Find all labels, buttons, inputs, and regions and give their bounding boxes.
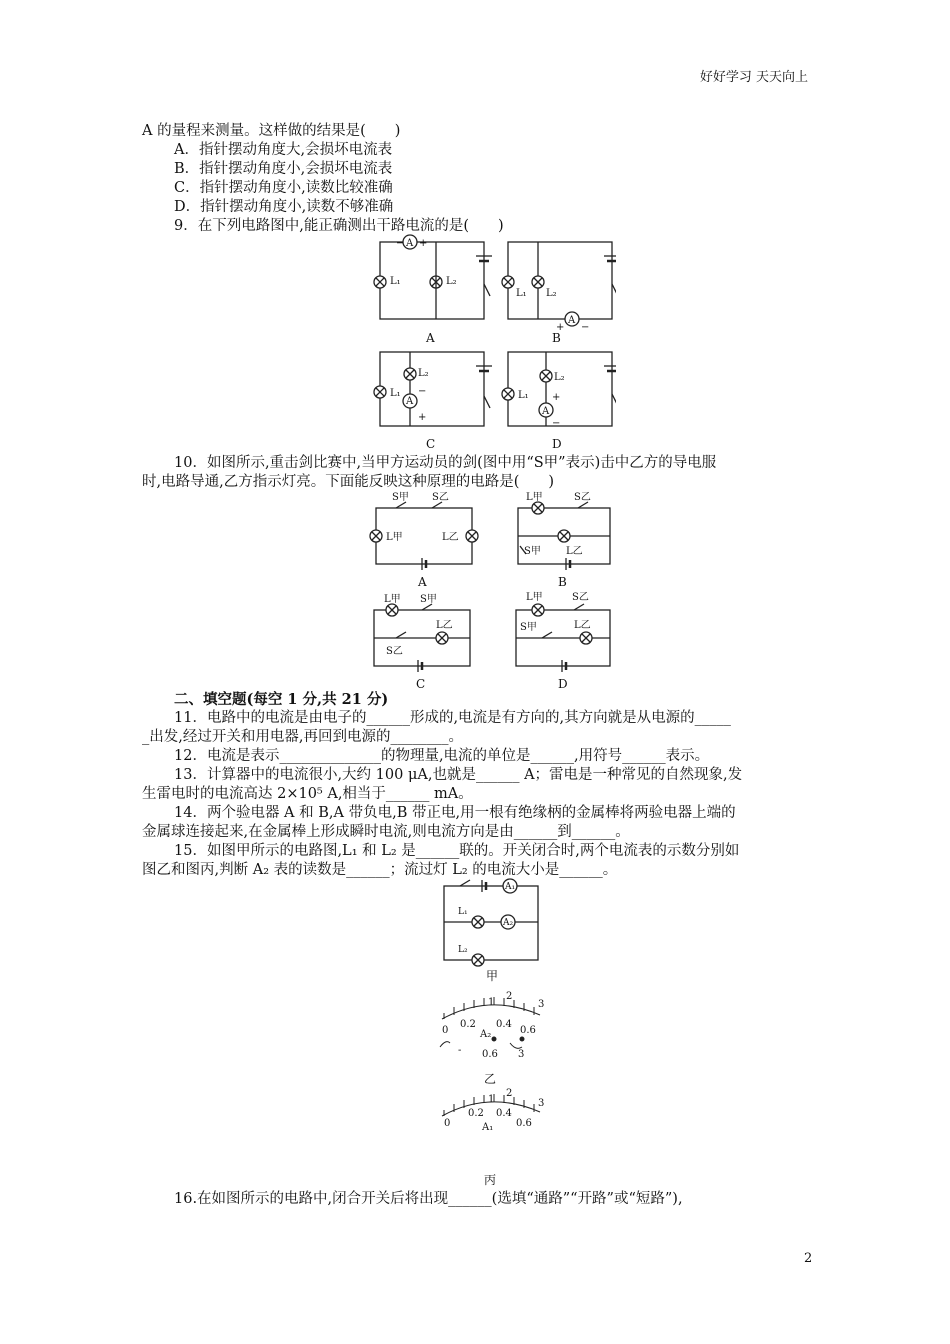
svg-text:L甲: L甲 (384, 594, 401, 605)
svg-text:0.4: 0.4 (496, 1019, 512, 1030)
q15-ammeter-dial-yi (432, 985, 552, 1085)
svg-text:甲: 甲 (486, 969, 499, 983)
svg-text:L₁: L₁ (458, 907, 468, 917)
q11-line2: _出发,经过开关和用电器,再回到电源的________。 (142, 729, 463, 745)
q8-option-d: D．指针摆动角度小,读数不够准确 (174, 199, 394, 215)
svg-text:A₁: A₁ (482, 1122, 494, 1133)
svg-text:S乙: S乙 (386, 646, 403, 657)
svg-text:A: A (406, 396, 414, 407)
q13-line1: 13．计算器中的电流很小,大约 100 μA,也就是______ A；雷电是一种常见的自然现象,发 (174, 767, 743, 783)
svg-text:S甲: S甲 (420, 594, 437, 605)
svg-text:0: 0 (444, 1118, 451, 1129)
svg-text:L₂: L₂ (446, 276, 457, 287)
svg-text:0.6: 0.6 (482, 1049, 498, 1060)
svg-text:0.2: 0.2 (460, 1019, 476, 1030)
svg-text:L₂: L₂ (554, 372, 565, 383)
q10-caption-a: A (418, 575, 427, 589)
svg-text:−: − (581, 322, 590, 333)
svg-text:L甲: L甲 (526, 492, 543, 503)
svg-text:0.4: 0.4 (496, 1108, 512, 1119)
page-header: 好好学习 天天向上 (699, 70, 808, 85)
svg-text:丙: 丙 (484, 1173, 497, 1186)
svg-text:S甲: S甲 (524, 546, 541, 557)
q10-circuit-figure (366, 488, 616, 690)
svg-text:L乙: L乙 (442, 532, 459, 543)
q10-caption-d: D (558, 677, 568, 690)
svg-text:L₁: L₁ (390, 276, 401, 287)
svg-text:L₂: L₂ (418, 368, 429, 379)
q10-caption-c: C (416, 677, 426, 690)
q16-line1: 16.在如图所示的电路中,闭合开关后将出现______(选填“通路”“开路”或“短路”), (174, 1191, 683, 1207)
svg-text:A: A (568, 315, 576, 326)
q9-stem: 9．在下列电路图中,能正确测出干路电流的是( ) (174, 218, 504, 234)
svg-text:乙: 乙 (484, 1072, 497, 1085)
q8-option-b: B．指针摆动角度小,会损坏电流表 (174, 161, 393, 177)
q9-caption-d: D (552, 437, 562, 451)
svg-text:+: + (419, 238, 428, 249)
svg-text:L₂: L₂ (458, 945, 468, 955)
svg-text:L₁: L₁ (390, 388, 401, 399)
svg-text:L₂: L₂ (546, 288, 557, 299)
svg-text:L乙: L乙 (436, 620, 453, 631)
svg-text:0.6: 0.6 (520, 1025, 536, 1036)
q10-caption-b: B (558, 575, 567, 589)
q11-line1: 11．电路中的电流是由电子的______形成的,电流是有方向的,其方向就是从电源的_____ (174, 710, 731, 726)
svg-text:3: 3 (538, 999, 545, 1010)
q8-stem-tail: A 的量程来测量。这样做的结果是( ) (142, 123, 401, 139)
q15-ammeter-dial-bing (432, 1086, 552, 1186)
q10-stem-line2: 时,电路导通,乙方指示灯亮。下面能反映这种原理的电路是( ) (142, 474, 555, 490)
q15-circuit-jia (436, 876, 546, 984)
q10-stem-line1: 10．如图所示,重击剑比赛中,当甲方运动员的剑(图中用“S甲”表示)击中乙方的导电服 (174, 455, 717, 471)
q9-caption-a: A (426, 331, 435, 345)
svg-text:0.6: 0.6 (516, 1118, 532, 1129)
svg-text:L甲: L甲 (526, 592, 543, 603)
q9-circuit-figure (366, 234, 616, 452)
svg-text:0.2: 0.2 (468, 1108, 484, 1119)
svg-text:A₂: A₂ (503, 918, 514, 928)
q15-line1: 15．如图甲所示的电路图,L₁ 和 L₂ 是______联的。开关闭合时,两个电流表的示数分别如 (174, 843, 740, 859)
section-title-fill-in: 二、填空题(每空 1 分,共 21 分) (174, 691, 389, 708)
svg-text:L甲: L甲 (386, 532, 403, 543)
q8-option-c: C．指针摆动角度小,读数比较准确 (174, 180, 393, 196)
svg-text:L乙: L乙 (574, 620, 591, 631)
page-number: 2 (804, 1251, 813, 1266)
svg-text:A: A (542, 406, 550, 417)
q14-line2: 金属球连接起来,在金属棒上形成瞬时电流,则电流方向是由______到______。 (142, 824, 630, 840)
svg-text:3: 3 (518, 1049, 525, 1060)
svg-text:A: A (406, 238, 414, 249)
svg-text:1: 1 (488, 997, 495, 1008)
svg-text:S甲: S甲 (520, 622, 537, 633)
q9-caption-c: C (426, 437, 436, 451)
svg-text:0: 0 (442, 1025, 449, 1036)
q8-option-a: A．指针摆动角度大,会损坏电流表 (174, 142, 393, 158)
svg-text:3: 3 (538, 1098, 545, 1109)
svg-text:L₁: L₁ (518, 390, 529, 401)
svg-text:S甲: S甲 (392, 492, 409, 503)
svg-text:-: - (458, 1045, 462, 1056)
svg-text:S乙: S乙 (432, 492, 449, 503)
svg-text:−: − (396, 238, 405, 249)
svg-text:L乙: L乙 (566, 546, 583, 557)
svg-text:2: 2 (506, 1088, 513, 1099)
svg-text:A₁: A₁ (505, 882, 516, 892)
svg-text:−: − (418, 386, 427, 397)
svg-text:2: 2 (506, 991, 513, 1002)
svg-text:S乙: S乙 (574, 492, 591, 503)
svg-text:S乙: S乙 (572, 592, 589, 603)
svg-text:L₁: L₁ (516, 288, 527, 299)
q14-line1: 14．两个验电器 A 和 B,A 带负电,B 带正电,用一根有绝缘柄的金属棒将两验电器上端的 (174, 805, 736, 821)
svg-text:A₂: A₂ (480, 1029, 492, 1040)
svg-text:−: − (552, 418, 561, 429)
q12-line1: 12．电流是表示______________的物理量,电流的单位是______,用符号______表示。 (174, 748, 710, 764)
q13-line2: 生雷电时的电流高达 2×10⁵ A,相当于______ mA。 (142, 786, 473, 802)
svg-text:+: + (418, 412, 427, 423)
q9-caption-b: B (552, 331, 561, 345)
svg-text:1: 1 (488, 1094, 495, 1105)
q15-line2: 图乙和图丙,判断 A₂ 表的读数是______；流过灯 L₂ 的电流大小是______。 (142, 862, 618, 878)
svg-text:+: + (552, 392, 561, 403)
svg-text:+: + (556, 322, 565, 333)
